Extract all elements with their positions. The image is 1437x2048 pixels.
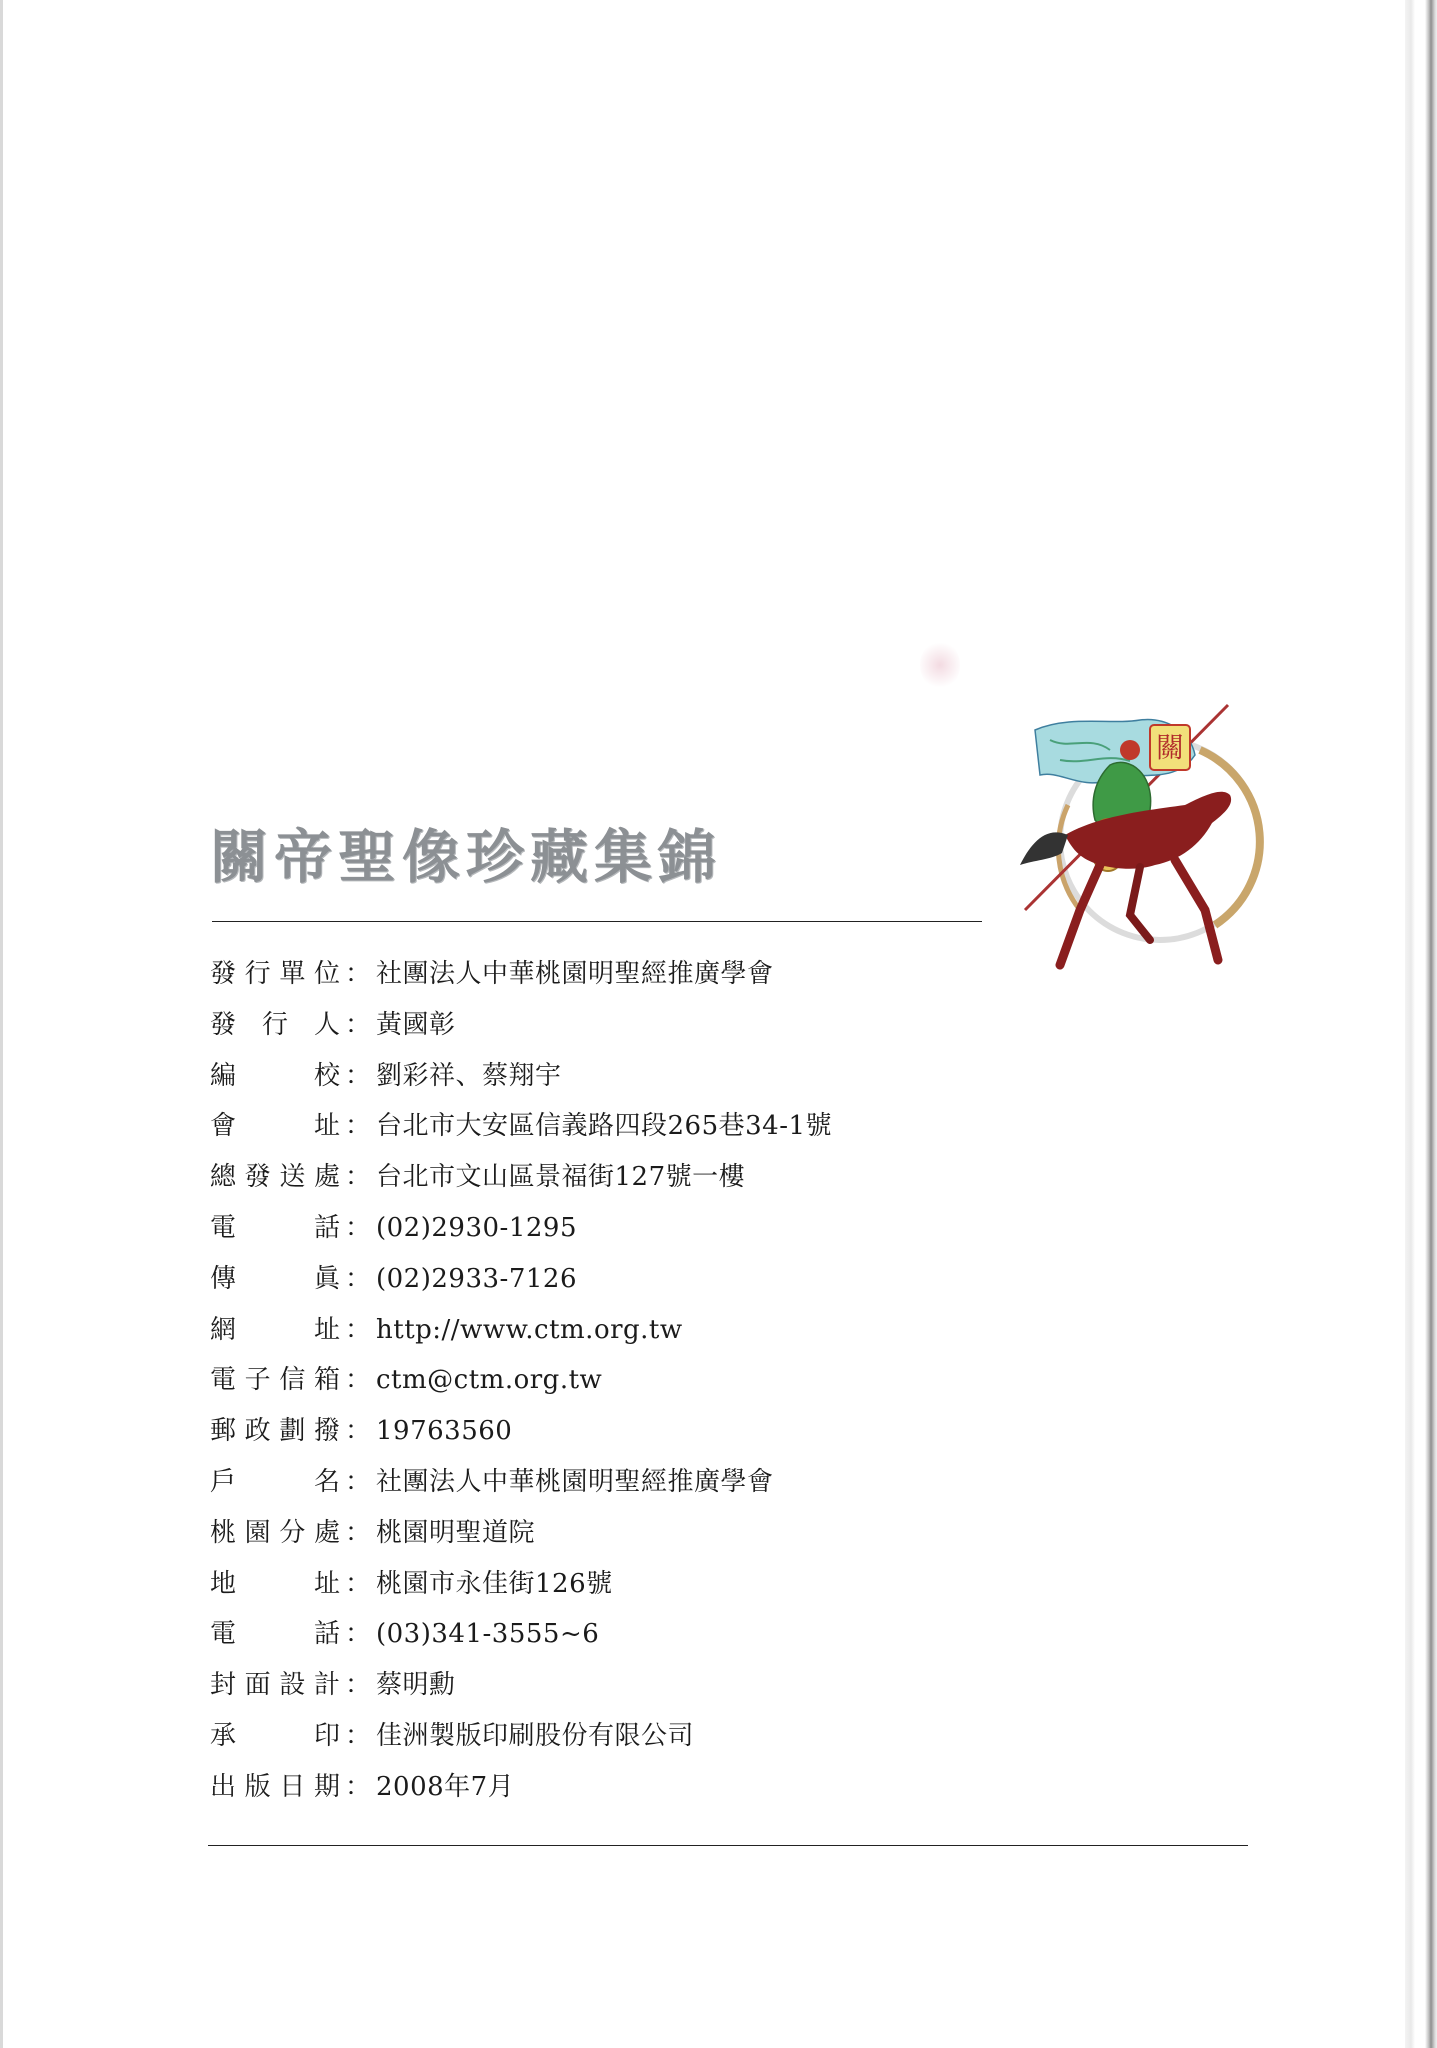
colophon-row — [210, 1410, 1160, 1461]
colophon-row — [210, 1664, 1160, 1715]
row-colon: ： — [344, 1365, 371, 1396]
row-value: 2008年7月 — [376, 1771, 515, 1802]
row-label: 封面設計 — [210, 1670, 340, 1701]
page-edge-right — [1405, 0, 1437, 2048]
page-edge-left — [0, 0, 3, 2048]
row-label: 發行人 — [210, 1009, 340, 1040]
colophon-row — [210, 953, 1160, 1004]
colophon-row — [210, 1309, 1160, 1360]
banner-character: 關 — [1155, 731, 1185, 764]
colophon-list — [210, 953, 1160, 1817]
row-value: (03)341-3555~6 — [376, 1619, 600, 1650]
colophon-row — [210, 1715, 1160, 1766]
row-value: (02)2933-7126 — [376, 1263, 577, 1294]
colophon-row — [210, 1156, 1160, 1207]
row-value: 劉彩祥、蔡翔宇 — [376, 1060, 562, 1091]
row-label: 承印 — [210, 1720, 340, 1751]
row-label: 郵政劃撥 — [210, 1416, 340, 1447]
row-colon: ： — [344, 1314, 371, 1345]
title-divider — [212, 921, 982, 922]
colophon-row — [210, 1055, 1160, 1106]
row-label: 出版日期 — [210, 1771, 340, 1802]
row-colon: ： — [344, 1263, 371, 1294]
colophon-row — [210, 1563, 1160, 1614]
row-value: 社團法人中華桃園明聖經推廣學會 — [376, 1466, 774, 1497]
illustration-ring-gold — [1200, 750, 1260, 925]
colophon-row — [210, 1258, 1160, 1309]
colophon-row — [210, 1207, 1160, 1258]
colophon-row — [210, 1766, 1160, 1817]
footer-divider — [208, 1845, 1248, 1846]
row-label: 電子信箱 — [210, 1365, 340, 1396]
row-label: 傳眞 — [210, 1263, 340, 1294]
row-value: 桃園明聖道院 — [376, 1517, 536, 1548]
row-label: 地址 — [210, 1568, 340, 1599]
row-colon: ： — [344, 1771, 371, 1802]
email-link[interactable]: ctm@ctm.org.tw — [376, 1365, 603, 1396]
row-colon: ： — [344, 1212, 371, 1243]
colophon-row — [210, 1613, 1160, 1664]
rider-head — [1120, 740, 1140, 760]
colophon-row — [210, 1461, 1160, 1512]
row-value: (02)2930-1295 — [376, 1212, 577, 1243]
guan-yu-on-horse-illustration — [990, 695, 1280, 995]
book-title: 關帝聖像珍藏集錦 — [210, 823, 723, 891]
row-label: 總發送處 — [210, 1162, 340, 1193]
row-colon: ： — [344, 1416, 371, 1447]
row-colon: ： — [344, 1517, 371, 1548]
row-value: 台北市文山區景福街127號一樓 — [376, 1162, 746, 1193]
row-value: 社團法人中華桃園明聖經推廣學會 — [376, 959, 774, 989]
row-colon: ： — [344, 1111, 371, 1142]
row-label: 桃園分處 — [210, 1517, 340, 1548]
row-colon: ： — [344, 1060, 371, 1091]
colophon-row — [210, 1512, 1160, 1563]
row-label: 網址 — [210, 1314, 340, 1345]
row-colon: ： — [344, 1619, 371, 1650]
row-label: 編校 — [210, 1060, 340, 1091]
row-label: 會址 — [210, 1111, 340, 1142]
row-value: 黃國彰 — [376, 1009, 456, 1040]
row-colon: ： — [344, 1009, 371, 1040]
row-label: 發行單位 — [210, 959, 340, 989]
row-value: 佳洲製版印刷股份有限公司 — [376, 1720, 695, 1751]
colophon-row — [210, 1004, 1160, 1055]
row-value: 台北市大安區信義路四段265巷34-1號 — [376, 1111, 833, 1142]
row-colon: ： — [344, 1670, 371, 1701]
row-colon: ： — [344, 1162, 371, 1193]
row-colon: ： — [344, 959, 371, 989]
row-value: 19763560 — [376, 1416, 513, 1447]
row-colon: ： — [344, 1720, 371, 1751]
row-label: 電話 — [210, 1212, 340, 1243]
colophon-row — [210, 1105, 1160, 1156]
row-value: 蔡明勳 — [376, 1670, 456, 1701]
row-label: 戶名 — [210, 1466, 340, 1497]
colophon-row — [210, 1359, 1160, 1410]
horse-leg-front — [1175, 860, 1218, 960]
row-label: 電話 — [210, 1619, 340, 1650]
row-colon: ： — [344, 1568, 371, 1599]
row-colon: ： — [344, 1466, 371, 1497]
horse-leg-mid — [1130, 867, 1150, 940]
website-link[interactable]: http://www.ctm.org.tw — [376, 1314, 683, 1345]
stain-mark — [920, 640, 960, 690]
row-value: 桃園市永佳街126號 — [376, 1568, 613, 1599]
